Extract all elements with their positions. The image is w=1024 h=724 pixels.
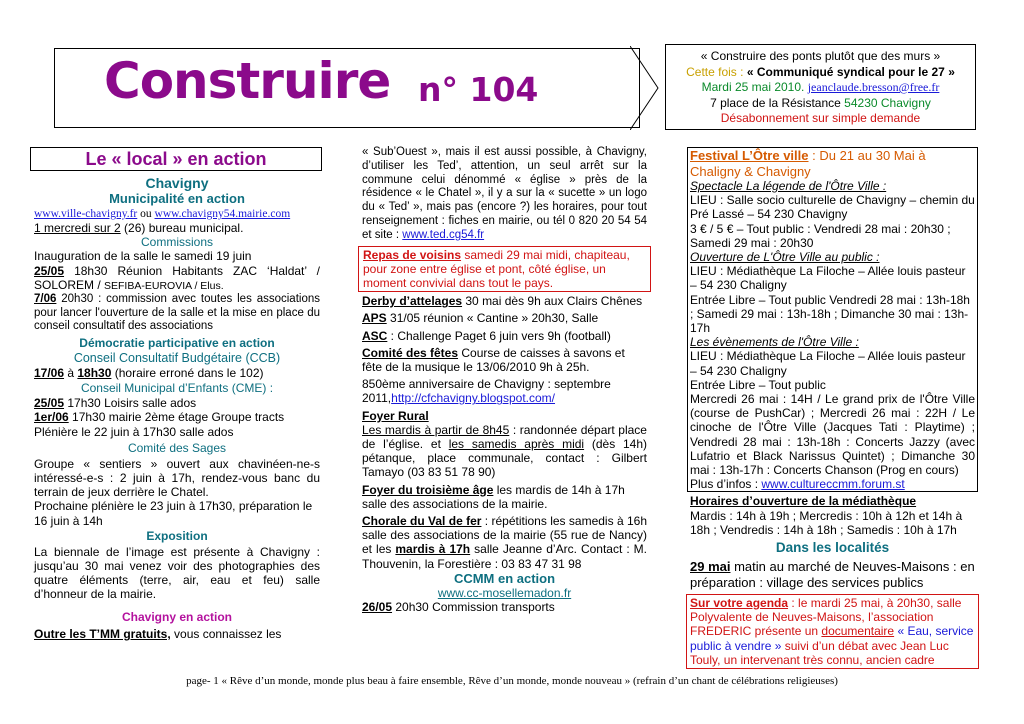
infos-line: Plus d’infos : www.cultureccmm.forum.st — [690, 477, 905, 492]
repas-voisins-box: Repas de voisins samedi 29 mai midi, chapiteau, pour zone entre église et pont, côté église, un moment convivial dans tout le pays. — [358, 246, 651, 293]
heading-exposition: Exposition — [146, 528, 208, 543]
cme-line-3: Plénière le 22 juin à 17h30 salle ados — [34, 424, 234, 439]
ouverture-text: LIEU : Médiathèque La Filoche – Allée louis pasteur – 54 230 Chaligny — [690, 264, 966, 293]
newsletter-title: Construire — [104, 52, 391, 110]
spectacle-price: 3 € / 5 € – Tout public : Vendredi 28 mai : 20h30 ; Samedi 29 mai : 20h30 — [690, 221, 951, 250]
banner-arrow-icon — [630, 46, 660, 130]
column-left — [34, 147, 320, 641]
ccmm-link-line — [362, 586, 647, 600]
agenda-box: Sur votre agenda : le mardi 25 mai, à 20h30, salle Polyvalente de Neuves-Maisons, l’association FREDERIC présente un documentaire « Eau, service public à vendre » suivi d’un débat avec Jean Luc Touly, un intervenant très connu, ancien cadre — [686, 594, 979, 669]
evenements-list: Mercredi 26 mai : 14H / Le grand prix de l'Ôtre Ville (course de PushCar) ; Mercredi 26 mai : 22H / Le cinoche de l'Ôtre Ville (Jacques Tati : Playtime) ; Vendredi 28 mai : 13h-18h : Concerts Jazzy (avec Lufatrio et Black Narissus Quintet) ; Dimanche 30 mai : 13h-17h : Concerts Chanson (Prog en cours) — [690, 392, 975, 478]
tmm-line: Outre les T’MM gratuits, vous connaissez les — [34, 626, 282, 641]
horaires-text: Mardis : 14h à 19h ; Mercredis : 10h à 12h et 14h à 18h ; Vendredis : 14h à 18h ; Samedis : 10h à 17h — [690, 508, 963, 537]
heading-sages: Comité des Sages — [127, 440, 227, 455]
foyer-rural-heading: Foyer Rural — [362, 408, 429, 423]
cme-line-2: 1er/06 17h30 mairie 2ème étage Groupe tracts — [34, 410, 285, 425]
heading-democratie: Démocratie participative en action — [79, 335, 275, 350]
expo-text: La biennale de l’image est présente à Chavigny : jusqu’au 30 mai venez voir des photographies des quatre éléments (terre, air, eau et feu) salle d’honneur de la mairie. — [34, 544, 320, 602]
troisieme-age-line: Foyer du troisième âge les mardis de 14h à 17h salle des associations de la mairie. — [362, 482, 625, 511]
aps-line: APS 31/05 réunion « Cantine » 20h30, Salle — [362, 311, 599, 326]
subouest-text: « Sub’Ouest », mais il est aussi possible, à Chavigny, d’utiliser les Ted’, attention, un seul arrêt sur la commune celui dénommé « église » près de la résidence « le Chatel », il y a sur la « sucette » un logo du « Ted’ », mais pas (encore ?) les horaires, pour tout renseignement : fiches en mairie, ou tél 0 820 20 54 54 et site : www.ted.cg54.fr — [362, 146, 647, 241]
ouverture-heading: Ouverture de L'Ôtre Ville au public : — [690, 250, 880, 265]
neuves-maisons-line: 29 mai matin au marché de Neuves-Maisons : en préparation : village des services publics — [690, 559, 975, 590]
header-this-time: Cette fois : « Communiqué syndical pour le 27 » — [686, 64, 955, 79]
inauguration-line: Inauguration de la salle le samedi 19 juin — [34, 249, 252, 264]
evenements-entry: Entrée Libre – Tout public — [690, 377, 826, 392]
ted-link[interactable]: www.ted.cg54.fr — [402, 228, 485, 241]
festival-title: Festival L’Ôtre ville : Du 21 au 30 Mai à Chaligny & Chavigny — [690, 148, 926, 179]
heading-ccb: Conseil Consultatif Budgétaire (CCB) — [73, 351, 281, 365]
sages-text-2: Prochaine plénière le 23 juin à 17h30, préparation le 16 juin à 14h — [34, 499, 313, 528]
heading-localites: Dans les localités — [775, 540, 890, 556]
heading-cme: Conseil Municipal d’Enfants (CME) : — [80, 381, 274, 396]
chorale-text: Chorale du Val de fer : répétitions les samedis à 16h salle des associations de la mairie (55 rue de Nancy) et les mardis à 17h salle Jeanne d’Arc. Contact : M. Thouvenin, la Forestière : 03 83 47 31 98 — [362, 514, 648, 571]
ccmm-commission-line: 26/05 20h30 Commission transports — [362, 600, 555, 615]
heading-commissions: Commissions — [140, 235, 213, 250]
commission-2: 7/06 20h30 : commission avec toutes les associations pour lancer l'ouverture de la salle et la mise en place du conseil consultatif des associations — [34, 293, 320, 333]
page-footer: page- 1 « Rêve d’un monde, monde plus beau à faire ensemble, Rêve d’un monde, monde nouveau » (refrain d’un chant de célébrations religieuses) — [186, 675, 838, 687]
heading-chavigny-action: Chavigny en action — [121, 609, 233, 624]
bureau-line: 1 mercredi sur 2 (26) bureau municipal. — [34, 221, 244, 235]
evenements-heading: Les évènements de l'Ôtre Ville : — [690, 335, 859, 350]
heading-municipalite: Municipalité en action — [109, 191, 245, 206]
heading-ccmm: CCMM en action — [453, 570, 556, 586]
spectacle-text: LIEU : Salle socio culturelle de Chavigny – chemin du Pré Lassé – 54 230 Chavigny — [690, 193, 975, 222]
foyer-rural-text: Les mardis à partir de 8h45 : randonnée départ place de l’église. et les samedis après midi (dès 14h) pétanque, place communale, contact : Gilbert Tamayo (03 83 51 78 90) — [362, 422, 647, 480]
derby-line: Derby d’attelages 30 mai dès 9h aux Clairs Chênes — [362, 294, 643, 309]
ouverture-entry: Entrée Libre – Tout public Vendredi 28 mai : 13h-18h ; Samedi 29 mai : 13h-18h ; Dimanche 30 mai : 13h-17h — [690, 292, 970, 336]
commission-1: 25/05 18h30 Réunion Habitants ZAC ‘Haldat’ / SOLOREM / SEFIBA-EUROVIA / Elus. — [34, 263, 320, 292]
section-title-local: Le « local » en action — [30, 147, 322, 171]
horaires-heading: Horaires d’ouverture de la médiathèque — [690, 494, 917, 509]
header-unsubscribe: Désabonnement sur simple demande — [720, 111, 921, 125]
heading-chavigny: Chavigny — [145, 175, 209, 191]
issue-number: n° 104 — [418, 70, 539, 109]
column-middle — [362, 146, 647, 614]
festival-box — [687, 147, 978, 492]
link-chavigny54[interactable]: www.chavigny54.mairie.com — [154, 208, 291, 220]
ccmm-link[interactable]: www.cc-mosellemadon.fr — [437, 585, 572, 600]
municipal-links: www.ville-chavigny.fr ou www.chavigny54.mairie.com — [34, 208, 291, 220]
column-right — [690, 147, 975, 669]
culture-forum-link[interactable]: www.cultureccmm.forum.st — [761, 477, 905, 492]
header-info-box — [665, 44, 976, 130]
header-address: 7 place de la Résistance 54230 Chavigny — [710, 95, 931, 110]
email-link[interactable]: jeanclaude.bresson@free.fr — [807, 80, 940, 94]
spectacle-heading: Spectacle La légende de l'Ôtre Ville : — [690, 179, 887, 193]
ccb-line: 17/06 à 18h30 (horaire erroné dans le 102) — [34, 366, 264, 380]
header-quote: « Construire des ponts plutôt que des murs » — [700, 49, 941, 63]
sages-text: Groupe « sentiers » ouvert aux chavinéen-ne-s intéressé-e-s : 2 juin à 17h, rendez-vous banc du terrain de jeux derrière le Chatel. — [34, 456, 320, 500]
evenements-text: LIEU : Médiathèque La Filoche – Allée louis pasteur – 54 230 Chaligny — [690, 349, 966, 378]
fetes-line: Comité des fêtes Course de caisses à savons et fête de la musique le 13/06/2010 9h à 25h. — [362, 345, 625, 374]
blog-link[interactable]: http://cfchavigny.blogspot.com/ — [391, 391, 556, 406]
header-date-line: Mardi 25 mai 2010. jeanclaude.bresson@free.fr — [701, 80, 940, 94]
anniversaire-line: 850ème anniversaire de Chavigny : septembre 2011,http://cfchavigny.blogspot.com/ — [362, 377, 611, 406]
cme-line-1: 25/05 17h30 Loisirs salle ados — [34, 396, 197, 411]
asc-line: ASC : Challenge Paget 6 juin vers 9h (football) — [362, 328, 611, 343]
link-ville-chavigny[interactable]: www.ville-chavigny.fr — [34, 208, 138, 220]
